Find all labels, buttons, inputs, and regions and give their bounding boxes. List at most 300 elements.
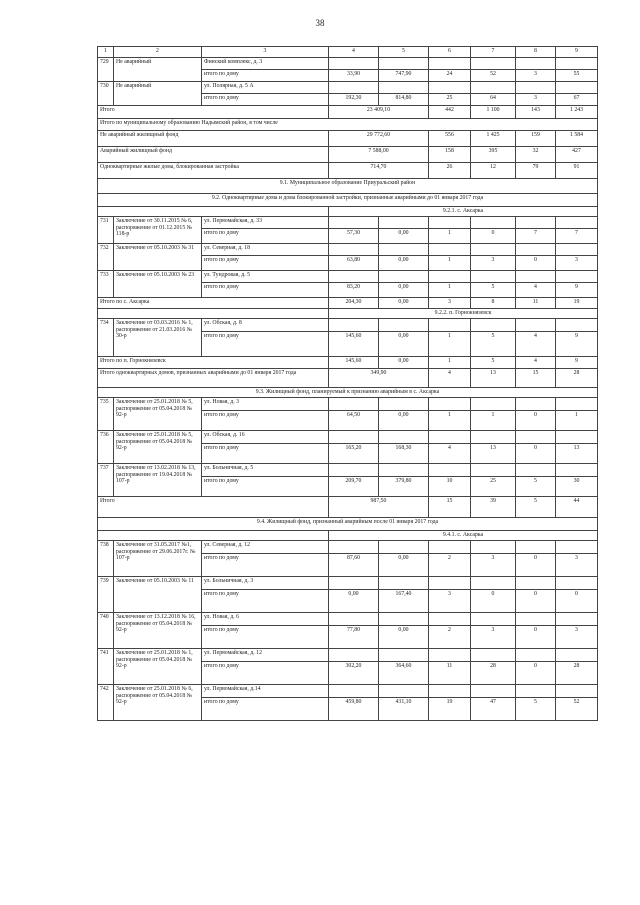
decision-cell: Заключение от 31.05.2017 №1, распоряжение от 29.06.2017г. № 107-р — [114, 541, 202, 577]
house-row — [98, 649, 598, 662]
value-cell: 143 — [516, 106, 556, 119]
value-cell: 9 — [556, 357, 598, 369]
empty-cell — [471, 613, 516, 626]
empty-cell — [98, 531, 329, 541]
value-cell: 395 — [471, 147, 516, 163]
row-number-cell: 736 — [98, 431, 114, 464]
value-cell: 13 — [471, 444, 516, 464]
value-cell: 0 — [516, 554, 556, 577]
address-cell: ул. Обская, д. 16 — [202, 431, 329, 444]
empty-cell — [429, 244, 471, 256]
value-cell: 192,30 — [329, 94, 379, 106]
value-cell: 5 — [516, 497, 556, 518]
value-cell: 1 425 — [471, 131, 516, 147]
value-cell: 28 — [556, 662, 598, 685]
empty-cell — [556, 431, 598, 444]
value-cell: 3 — [516, 94, 556, 106]
empty-cell — [429, 217, 471, 229]
empty-cell — [471, 217, 516, 229]
value-cell: 11 — [429, 662, 471, 685]
row-number-cell: 730 — [98, 82, 114, 106]
house-row — [98, 217, 598, 229]
address-cell: ул. Полярная, д. 5 А — [202, 82, 329, 94]
value-cell: 0 — [516, 256, 556, 271]
empty-cell — [471, 319, 516, 332]
empty-cell — [329, 685, 379, 698]
subsection-heading: 9.2.2. п. Горнокнязевск — [329, 309, 598, 319]
decision-cell: Заключение от 25.01.2018 № 1, распоряжение от 05.04.2018 № 92-р — [114, 649, 202, 685]
value-cell: 427 — [556, 147, 598, 163]
value-cell: 26 — [429, 163, 471, 179]
empty-cell — [516, 541, 556, 554]
subsection-row — [98, 207, 598, 217]
house-row — [98, 431, 598, 444]
empty-cell — [379, 577, 429, 590]
empty-cell — [379, 244, 429, 256]
header-cell: 3 — [202, 47, 329, 58]
row-number-cell: 742 — [98, 685, 114, 721]
value-cell: 87,60 — [329, 554, 379, 577]
value-cell: 3 — [471, 256, 516, 271]
value-cell: 25 — [471, 477, 516, 497]
value-cell: 1 584 — [556, 131, 598, 147]
row-number-cell: 734 — [98, 319, 114, 357]
house-row — [98, 685, 598, 698]
empty-cell — [429, 58, 471, 70]
house-total-label: итого по дому — [202, 411, 329, 431]
subsection-row — [98, 309, 598, 319]
header-cell: 7 — [471, 47, 516, 58]
empty-cell — [471, 685, 516, 698]
value-cell: 19 — [556, 298, 598, 309]
area-cell: 7 588,00 — [329, 147, 429, 163]
empty-cell — [329, 398, 379, 411]
house-total-label: итого по дому — [202, 283, 329, 298]
header-cell: 1 — [98, 47, 114, 58]
value-cell: 0,00 — [379, 283, 429, 298]
empty-cell — [556, 319, 598, 332]
value-cell: 33,90 — [329, 70, 379, 82]
house-total-label: итого по дому — [202, 477, 329, 497]
empty-cell — [556, 271, 598, 283]
house-total-label: итого по дому — [202, 70, 329, 82]
empty-cell — [329, 431, 379, 444]
value-cell: 1 — [556, 411, 598, 431]
value-cell: 77,80 — [329, 626, 379, 649]
total-label: Не аварийный жилищный фонд — [98, 131, 329, 147]
house-total-label: итого по дому — [202, 444, 329, 464]
house-total-label: итого по дому — [202, 256, 329, 271]
section-heading: 9.2. Одноквартирные дома и дома блокированной застройки, признанные аварийными до 01 января 2017 года — [98, 194, 598, 207]
total-row — [98, 147, 598, 163]
empty-cell — [516, 398, 556, 411]
decision-cell: Заключение от 13.12.2018 № 16, распоряжение от 05.04.2018 № 92-р — [114, 613, 202, 649]
value-cell: 1 100 — [471, 106, 516, 119]
header-cell: 6 — [429, 47, 471, 58]
address-cell: ул. Тундровая, д. 5 — [202, 271, 329, 283]
house-total-label: итого по дому — [202, 94, 329, 106]
header-cell: 5 — [379, 47, 429, 58]
decision-cell: Не аварийный — [114, 58, 202, 82]
value-cell: 67 — [556, 94, 598, 106]
total-label: Итого — [98, 497, 329, 518]
decision-cell: Заключение от 25.01.2018 № 6, распоряжение от 05.04.2018 № 92-р — [114, 685, 202, 721]
value-cell: 459,80 — [329, 698, 379, 721]
empty-cell — [329, 464, 379, 477]
value-cell: 379,80 — [379, 477, 429, 497]
value-cell: 2 — [429, 626, 471, 649]
address-cell: ул. Первомайская, д. 12 — [202, 649, 329, 662]
value-cell: 15 — [429, 497, 471, 518]
total-row — [98, 106, 598, 119]
empty-cell — [471, 82, 516, 94]
house-total-label: итого по дому — [202, 698, 329, 721]
value-cell: 0,00 — [379, 298, 429, 309]
value-cell: 165,20 — [329, 444, 379, 464]
empty-cell — [471, 271, 516, 283]
total-row — [98, 369, 598, 388]
empty-cell — [556, 58, 598, 70]
empty-cell — [329, 319, 379, 332]
house-row — [98, 244, 598, 256]
value-cell: 11 — [516, 298, 556, 309]
house-total-label: итого по дому — [202, 332, 329, 357]
empty-cell — [379, 464, 429, 477]
house-total-label: итого по дому — [202, 554, 329, 577]
value-cell: 47 — [471, 698, 516, 721]
subtotal-label: Итого по с. Аксарка — [98, 298, 329, 309]
value-cell: 556 — [429, 131, 471, 147]
value-cell: 7 — [556, 229, 598, 244]
total-row — [98, 163, 598, 179]
empty-cell — [516, 217, 556, 229]
value-cell: 168,30 — [379, 444, 429, 464]
subsection-heading: 9.4.1. с. Аксарка — [329, 531, 598, 541]
value-cell: 3 — [516, 70, 556, 82]
value-cell: 0,00 — [379, 256, 429, 271]
value-cell: 3 — [429, 298, 471, 309]
value-cell: 7 — [516, 229, 556, 244]
value-cell: 44 — [556, 497, 598, 518]
value-cell: 9 — [556, 332, 598, 357]
empty-cell — [556, 244, 598, 256]
value-cell: 5 — [471, 357, 516, 369]
value-cell: 364,60 — [379, 662, 429, 685]
value-cell: 15 — [516, 369, 556, 388]
decision-cell: Не аварийный — [114, 82, 202, 106]
address-cell: ул. Новая, д. 3 — [202, 398, 329, 411]
row-number-cell: 731 — [98, 217, 114, 244]
value-cell: 1 — [429, 411, 471, 431]
address-cell: ул. Северная, д. 18 — [202, 244, 329, 256]
value-cell: 52 — [556, 698, 598, 721]
empty-cell — [556, 613, 598, 626]
value-cell: 0,00 — [329, 590, 379, 613]
empty-cell — [379, 431, 429, 444]
empty-cell — [429, 649, 471, 662]
value-cell: 5 — [516, 698, 556, 721]
value-cell: 3 — [471, 554, 516, 577]
value-cell: 10 — [429, 477, 471, 497]
value-cell: 0 — [516, 626, 556, 649]
value-cell: 4 — [429, 369, 471, 388]
empty-cell — [379, 58, 429, 70]
value-cell: 39 — [471, 497, 516, 518]
value-cell: 5 — [516, 477, 556, 497]
value-cell: 1 — [429, 256, 471, 271]
header-cell: 4 — [329, 47, 379, 58]
empty-cell — [556, 217, 598, 229]
value-cell: 442 — [429, 106, 471, 119]
empty-cell — [429, 398, 471, 411]
value-cell: 209,70 — [329, 477, 379, 497]
empty-cell — [379, 271, 429, 283]
empty-cell — [379, 319, 429, 332]
empty-cell — [379, 398, 429, 411]
empty-cell — [516, 577, 556, 590]
total-label: Одноквартирные жилые дома, блокированная застройка — [98, 163, 329, 179]
row-number-cell: 737 — [98, 464, 114, 497]
empty-cell — [379, 217, 429, 229]
empty-cell — [98, 207, 329, 217]
section-row — [98, 194, 598, 207]
value-cell: 0,00 — [379, 229, 429, 244]
value-cell: 159 — [516, 131, 556, 147]
house-row — [98, 398, 598, 411]
value-cell: 302,20 — [329, 662, 379, 685]
house-row — [98, 541, 598, 554]
value-cell: 167,40 — [379, 590, 429, 613]
value-cell: 9 — [556, 283, 598, 298]
value-cell: 30 — [556, 477, 598, 497]
address-cell: ул. Первомайская, д.14 — [202, 685, 329, 698]
house-row — [98, 58, 598, 70]
value-cell: 4 — [429, 444, 471, 464]
value-cell: 91 — [556, 163, 598, 179]
empty-cell — [471, 398, 516, 411]
value-cell: 1 243 — [556, 106, 598, 119]
house-row — [98, 464, 598, 477]
empty-cell — [329, 244, 379, 256]
value-cell: 0,00 — [379, 554, 429, 577]
empty-cell — [516, 82, 556, 94]
row-number-cell: 738 — [98, 541, 114, 577]
house-total-label: итого по дому — [202, 662, 329, 685]
row-number-cell: 740 — [98, 613, 114, 649]
value-cell: 52 — [471, 70, 516, 82]
address-cell: ул. Обская, д. 8 — [202, 319, 329, 332]
empty-cell — [429, 685, 471, 698]
empty-cell — [516, 319, 556, 332]
address-cell: ул. Северная, д. 12 — [202, 541, 329, 554]
decision-cell: Заключение от 05.10.2003 № 31 — [114, 244, 202, 271]
value-cell: 204,30 — [329, 298, 379, 309]
section-heading: 9.1. Муниципальное образование Приуральский район — [98, 179, 598, 194]
value-cell: 13 — [471, 369, 516, 388]
total-row — [98, 497, 598, 518]
address-cell: ул. Первомайская, д. 33 — [202, 217, 329, 229]
subtotal-row — [98, 298, 598, 309]
value-cell: 1 — [429, 229, 471, 244]
value-cell: 32 — [516, 147, 556, 163]
empty-cell — [471, 58, 516, 70]
value-cell: 3 — [471, 626, 516, 649]
value-cell: 0 — [516, 662, 556, 685]
value-cell: 3 — [556, 554, 598, 577]
house-row — [98, 613, 598, 626]
empty-cell — [556, 649, 598, 662]
empty-cell — [516, 685, 556, 698]
empty-cell — [471, 244, 516, 256]
empty-cell — [429, 82, 471, 94]
empty-cell — [379, 541, 429, 554]
house-row — [98, 577, 598, 590]
value-cell: 3 — [429, 590, 471, 613]
row-number-cell: 729 — [98, 58, 114, 82]
value-cell: 12 — [471, 163, 516, 179]
empty-cell — [516, 271, 556, 283]
value-cell: 25 — [429, 94, 471, 106]
value-cell: 0,00 — [379, 626, 429, 649]
total-label: Итого одноквартирных домов, признанных аварийными до 01 января 2017 года — [98, 369, 329, 388]
row-number-cell: 741 — [98, 649, 114, 685]
decision-cell: Заключение от 05.10.2003 № 23 — [114, 271, 202, 298]
value-cell: 0,00 — [379, 332, 429, 357]
section-heading: 9.3. Жилищный фонд, планируемый к признанию аварийным в с. Аксарка — [98, 388, 598, 398]
municipal-note: Итого по муниципальному образованию Надымский район, в том числе — [98, 119, 598, 131]
empty-cell — [516, 649, 556, 662]
value-cell: 4 — [516, 357, 556, 369]
area-cell: 29 772,60 — [329, 131, 429, 147]
house-total-label: итого по дому — [202, 626, 329, 649]
decision-cell: Заключение от 03.03.2016 № 1, распоряжение от 21.03.2016 № 30-р — [114, 319, 202, 357]
address-cell: ул. Больничная, д. 3 — [202, 577, 329, 590]
value-cell: 1 — [429, 357, 471, 369]
value-cell: 83,20 — [329, 283, 379, 298]
area-cell: 714,70 — [329, 163, 429, 179]
value-cell: 5 — [471, 332, 516, 357]
row-number-cell: 735 — [98, 398, 114, 431]
value-cell: 28 — [471, 662, 516, 685]
section-row — [98, 518, 598, 531]
section-row — [98, 179, 598, 194]
empty-cell — [556, 685, 598, 698]
section-row — [98, 388, 598, 398]
value-cell: 3 — [556, 256, 598, 271]
row-number-cell: 739 — [98, 577, 114, 613]
house-row — [98, 271, 598, 283]
value-cell: 158 — [429, 147, 471, 163]
empty-cell — [556, 398, 598, 411]
value-cell: 0 — [471, 590, 516, 613]
empty-cell — [429, 613, 471, 626]
row-number-cell: 733 — [98, 271, 114, 298]
value-cell: 8 — [471, 298, 516, 309]
decision-cell: Заключение от 30.11.2015 № 6, распоряжение от 01.12.2015 № 118-р — [114, 217, 202, 244]
value-cell: 79 — [516, 163, 556, 179]
header-cell: 9 — [556, 47, 598, 58]
value-cell: 145,60 — [329, 332, 379, 357]
empty-cell — [429, 541, 471, 554]
value-cell: 0 — [516, 590, 556, 613]
empty-cell — [429, 319, 471, 332]
empty-cell — [471, 541, 516, 554]
decision-cell: Заключение от 25.01.2018 № 5, распоряжение от 05.04.2018 № 92-р — [114, 398, 202, 431]
subsection-row — [98, 531, 598, 541]
value-cell: 19 — [429, 698, 471, 721]
empty-cell — [329, 649, 379, 662]
value-cell: 57,30 — [329, 229, 379, 244]
empty-cell — [329, 577, 379, 590]
value-cell: 0 — [516, 411, 556, 431]
area-cell: 23 409,10 — [329, 106, 429, 119]
empty-cell — [516, 244, 556, 256]
empty-cell — [379, 613, 429, 626]
value-cell: 55 — [556, 70, 598, 82]
header-cell: 2 — [114, 47, 202, 58]
subtotal-label: Итого по п. Горнокнязевск — [98, 357, 329, 369]
decision-cell: Заключение от 05.10.2003 № 11 — [114, 577, 202, 613]
empty-cell — [429, 464, 471, 477]
house-total-label: итого по дому — [202, 229, 329, 244]
subtotal-row — [98, 357, 598, 369]
empty-cell — [329, 541, 379, 554]
note-row — [98, 119, 598, 131]
value-cell: 28 — [556, 369, 598, 388]
housing-table — [97, 46, 598, 721]
empty-cell — [516, 58, 556, 70]
empty-cell — [429, 431, 471, 444]
value-cell: 4 — [516, 283, 556, 298]
empty-cell — [379, 685, 429, 698]
empty-cell — [516, 431, 556, 444]
value-cell: 747,90 — [379, 70, 429, 82]
empty-cell — [329, 58, 379, 70]
empty-cell — [98, 309, 329, 319]
empty-cell — [556, 82, 598, 94]
value-cell: 4 — [516, 332, 556, 357]
empty-cell — [471, 649, 516, 662]
empty-cell — [379, 82, 429, 94]
value-cell: 0 — [556, 590, 598, 613]
value-cell: 1 — [429, 332, 471, 357]
value-cell: 3 — [556, 626, 598, 649]
value-cell: 0,00 — [379, 357, 429, 369]
total-row — [98, 131, 598, 147]
value-cell: 63,80 — [329, 256, 379, 271]
row-number-cell: 732 — [98, 244, 114, 271]
house-row — [98, 319, 598, 332]
empty-cell — [471, 577, 516, 590]
empty-cell — [329, 217, 379, 229]
table-header-row — [98, 47, 598, 58]
subsection-heading: 9.2.1. с. Аксарка — [329, 207, 598, 217]
empty-cell — [329, 271, 379, 283]
total-label: Аварийный жилищный фонд — [98, 147, 329, 163]
empty-cell — [516, 464, 556, 477]
address-cell: ул. Больничная, д. 5 — [202, 464, 329, 477]
section-heading: 9.4. Жилищный фонд, признанный аварийным после 01 января 2017 года — [98, 518, 598, 531]
value-cell: 1 — [471, 411, 516, 431]
value-cell: 145,60 — [329, 357, 379, 369]
empty-cell — [329, 82, 379, 94]
decision-cell: Заключение от 13.02.2018 № 13, распоряжение от 19.04.2018 № 107-р — [114, 464, 202, 497]
value-cell: 0 — [471, 229, 516, 244]
empty-cell — [556, 464, 598, 477]
house-row — [98, 82, 598, 94]
address-cell: ул. Новая, д. 6 — [202, 613, 329, 626]
value-cell: 1 — [429, 283, 471, 298]
